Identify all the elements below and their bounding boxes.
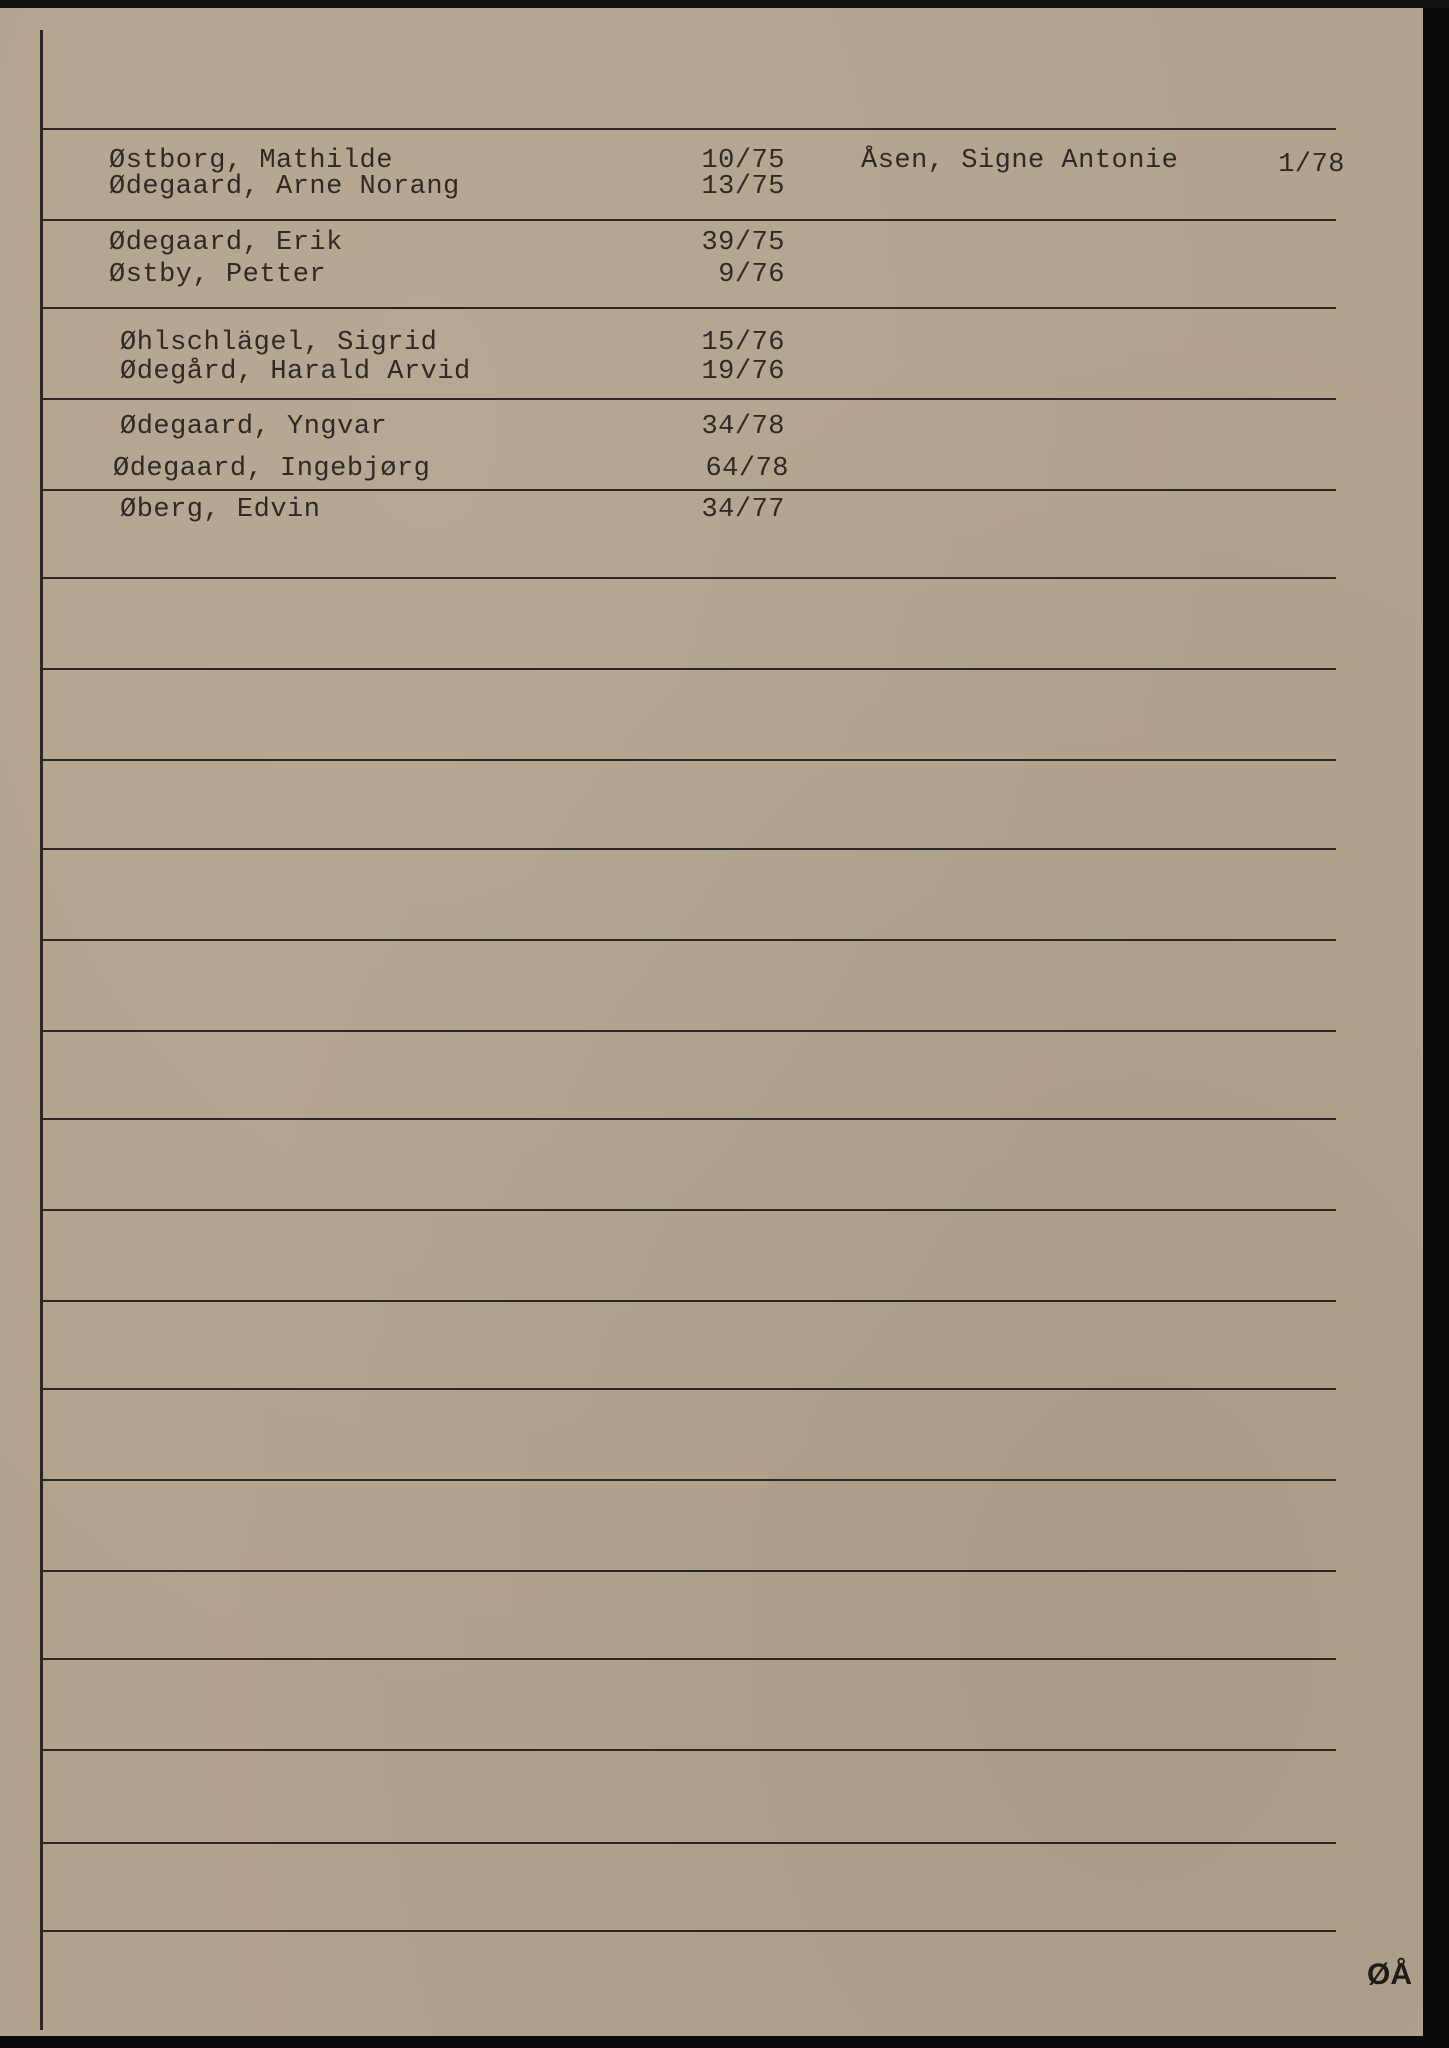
entry-ref: 34/78 [701, 412, 785, 442]
ruled-line [40, 1118, 1336, 1120]
index-card [0, 8, 1423, 2036]
entry-name: Østby, Petter [109, 260, 327, 290]
entry-ref: 19/76 [701, 357, 785, 387]
entry-name: Ødegaard, Arne Norang [109, 172, 460, 202]
entry-ref: 15/76 [701, 328, 785, 358]
corner-label: ØÅ [1367, 1958, 1412, 1991]
ruled-line [40, 1300, 1336, 1302]
ruled-line [40, 1570, 1336, 1572]
entry-ref: 9/76 [718, 260, 785, 290]
ruled-line [40, 939, 1336, 941]
entry-name: Ødegaard, Erik [109, 228, 343, 258]
ruled-line [40, 759, 1336, 761]
entry-ref: 10/75 [701, 146, 785, 176]
ruled-line [40, 1749, 1336, 1751]
ruled-line [40, 1842, 1336, 1844]
entry-name: Ødegaard, Ingebjørg [113, 454, 431, 484]
entry-name: Ødegaard, Yngvar [120, 412, 388, 442]
ruled-line [40, 1209, 1336, 1211]
ruled-line [40, 128, 1336, 130]
ruled-line [40, 489, 1336, 491]
ruled-line [40, 577, 1336, 579]
ruled-line [40, 848, 1336, 850]
entry-name: Øberg, Edvin [120, 495, 321, 525]
ruled-line [40, 1930, 1336, 1932]
ruled-line [40, 1030, 1336, 1032]
ruled-line [40, 219, 1336, 221]
ruled-line [40, 307, 1336, 309]
entry-name: Østborg, Mathilde [109, 146, 393, 176]
top-edge [0, 0, 1449, 8]
ruled-line [40, 1479, 1336, 1481]
entry-name: Øhlschlägel, Sigrid [120, 328, 438, 358]
entry-name: Åsen, Signe Antonie [861, 146, 1179, 176]
entry-name: Ødegård, Harald Arvid [120, 357, 471, 387]
ruled-line [40, 398, 1336, 400]
ruled-line [40, 1658, 1336, 1660]
entry-ref: 64/78 [705, 454, 789, 484]
entry-ref: 13/75 [701, 172, 785, 202]
entry-ref: 39/75 [701, 228, 785, 258]
entry-ref: 34/77 [701, 495, 785, 525]
ruled-line [40, 668, 1336, 670]
ruled-line [40, 1388, 1336, 1390]
entry-ref: 1/78 [1278, 150, 1345, 180]
